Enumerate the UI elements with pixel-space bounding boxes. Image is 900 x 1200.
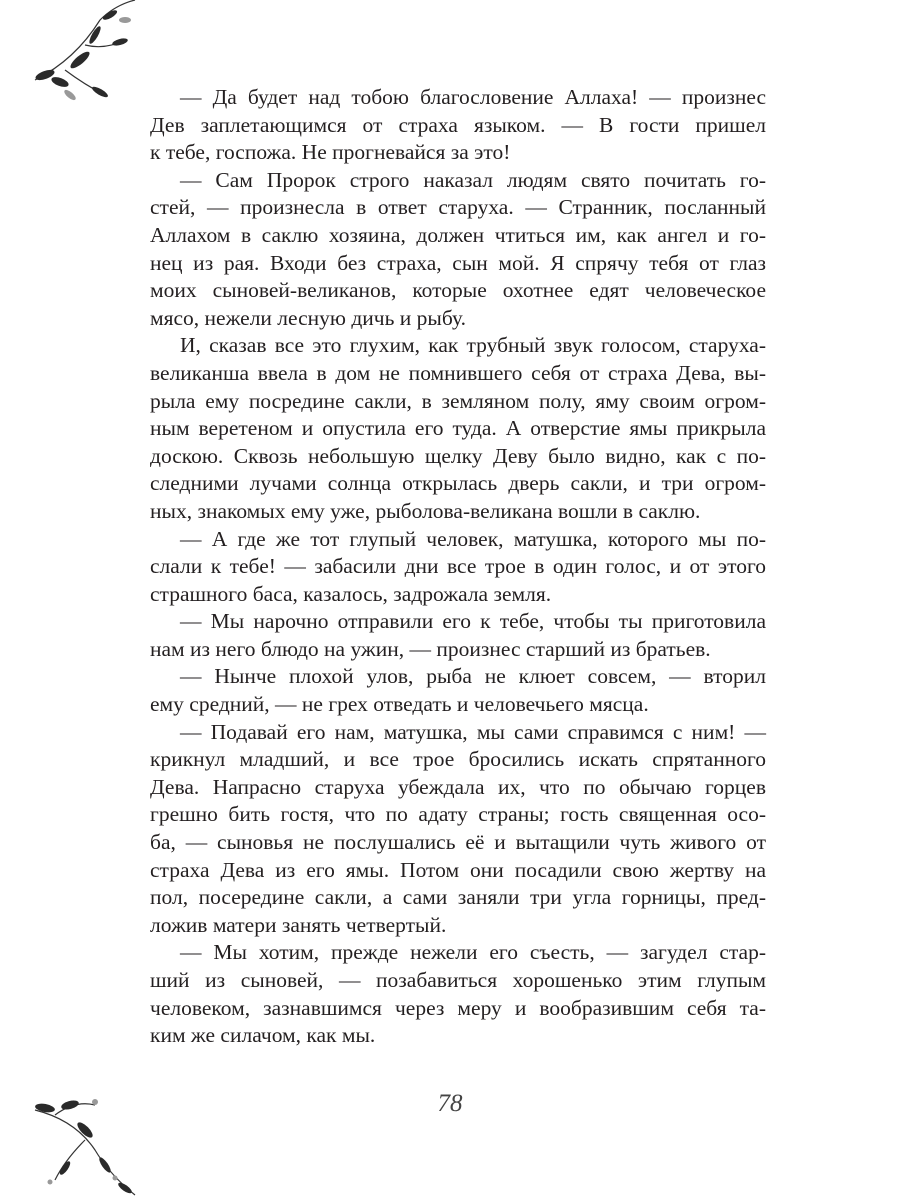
text-line: следними лучами солнца открылась дверь сакли, и три огром- xyxy=(150,471,766,496)
text-line: страшного баса, казалось, задрожала земля. xyxy=(150,581,552,606)
text-line: — Сам Пророк строго наказал людям свято почитать го- xyxy=(180,167,766,192)
text-line: к тебе, госпожа. Не прогневайся за это! xyxy=(150,140,511,165)
text-line: человеком, зазнавшимся через меру и вообразившим себя та- xyxy=(150,995,766,1020)
text-line: — Да будет над тобою благословение Аллаха! — произнес xyxy=(180,85,766,109)
text-line: стей, — произнесла в ответ старуха. — Странник, посланный xyxy=(150,195,766,220)
text-line: доскою. Сквозь небольшую щелку Деву было видно, как с по- xyxy=(150,443,766,468)
text-line: — А где же тот глупый человек, матушка, которого мы по- xyxy=(180,526,766,551)
text-line: Дева. Напрасно старуха убеждала их, что по обычаю горцев xyxy=(150,774,766,799)
text-line: грешно бить гостя, что по адату страны; гость священная осо- xyxy=(150,802,766,827)
text-line: пол, посередине сакли, а сами заняли три угла горницы, пред- xyxy=(150,885,766,910)
text-line: Дев заплетающимся от страха языком. — В гости пришел xyxy=(150,112,766,137)
text-line: — Нынче плохой улов, рыба не клюет совсем, — вторил xyxy=(180,664,766,689)
text-line: — Мы хотим, прежде нежели его съесть, — загудел стар- xyxy=(180,940,766,965)
text-line: ким же силачом, как мы. xyxy=(150,1023,376,1048)
text-line: ший из сыновей, — позабавиться хорошенько этим глупым xyxy=(150,968,766,992)
text-line: страха Дева из его ямы. Потом они посадили свою жертву на xyxy=(150,857,766,882)
text-line: рыла ему посредине сакли, в земляном полу, яму своим огром- xyxy=(150,388,766,413)
text-line: И, сказав все это глухим, как трубный звук голосом, старуха- xyxy=(180,333,766,358)
text-line: великанша ввела в дом не помнившего себя от страха Дева, вы- xyxy=(150,360,766,385)
text-line: ему средний, — не грех отведать и человечьего мясца. xyxy=(150,692,649,717)
text-line: моих сыновей-великанов, которые охотнее едят человеческое xyxy=(150,278,766,303)
text-line: нам из него блюдо на ужин, — произнес старший из братьев. xyxy=(150,636,711,661)
botanical-ornament-top xyxy=(25,0,145,110)
text-line: Аллахом в саклю хозяина, должен чтиться им, как ангел и го- xyxy=(150,222,766,247)
text-line: ных, знакомых ему уже, рыболова-великана вошли в саклю. xyxy=(150,498,701,523)
page-number: 78 xyxy=(437,1090,463,1117)
body-text xyxy=(150,84,766,1050)
text-line: нец из рая. Входи без страха, сын мой. Я спрячу тебя от глаз xyxy=(150,250,766,275)
text-line: ным веретеном и опустила его туда. А отверстие ямы прикрыла xyxy=(150,416,766,441)
text-line: ложив матери занять четвертый. xyxy=(150,912,447,937)
text-line: мясо, нежели лесную дичь и рыбу. xyxy=(150,305,466,330)
text-line: слали к тебе! — забасили дни все трое в один голос, и от этого xyxy=(150,554,766,579)
text-line: крикнул младший, и все трое бросились искать спрятанного xyxy=(150,747,766,772)
text-line: — Подавай его нам, матушка, мы сами справимся с ним! — xyxy=(180,719,766,744)
text-line: — Мы нарочно отправили его к тебе, чтобы ты приготовила xyxy=(180,609,766,634)
text-line: ба, — сыновья не послушались её и вытащили чуть живого от xyxy=(150,830,766,855)
